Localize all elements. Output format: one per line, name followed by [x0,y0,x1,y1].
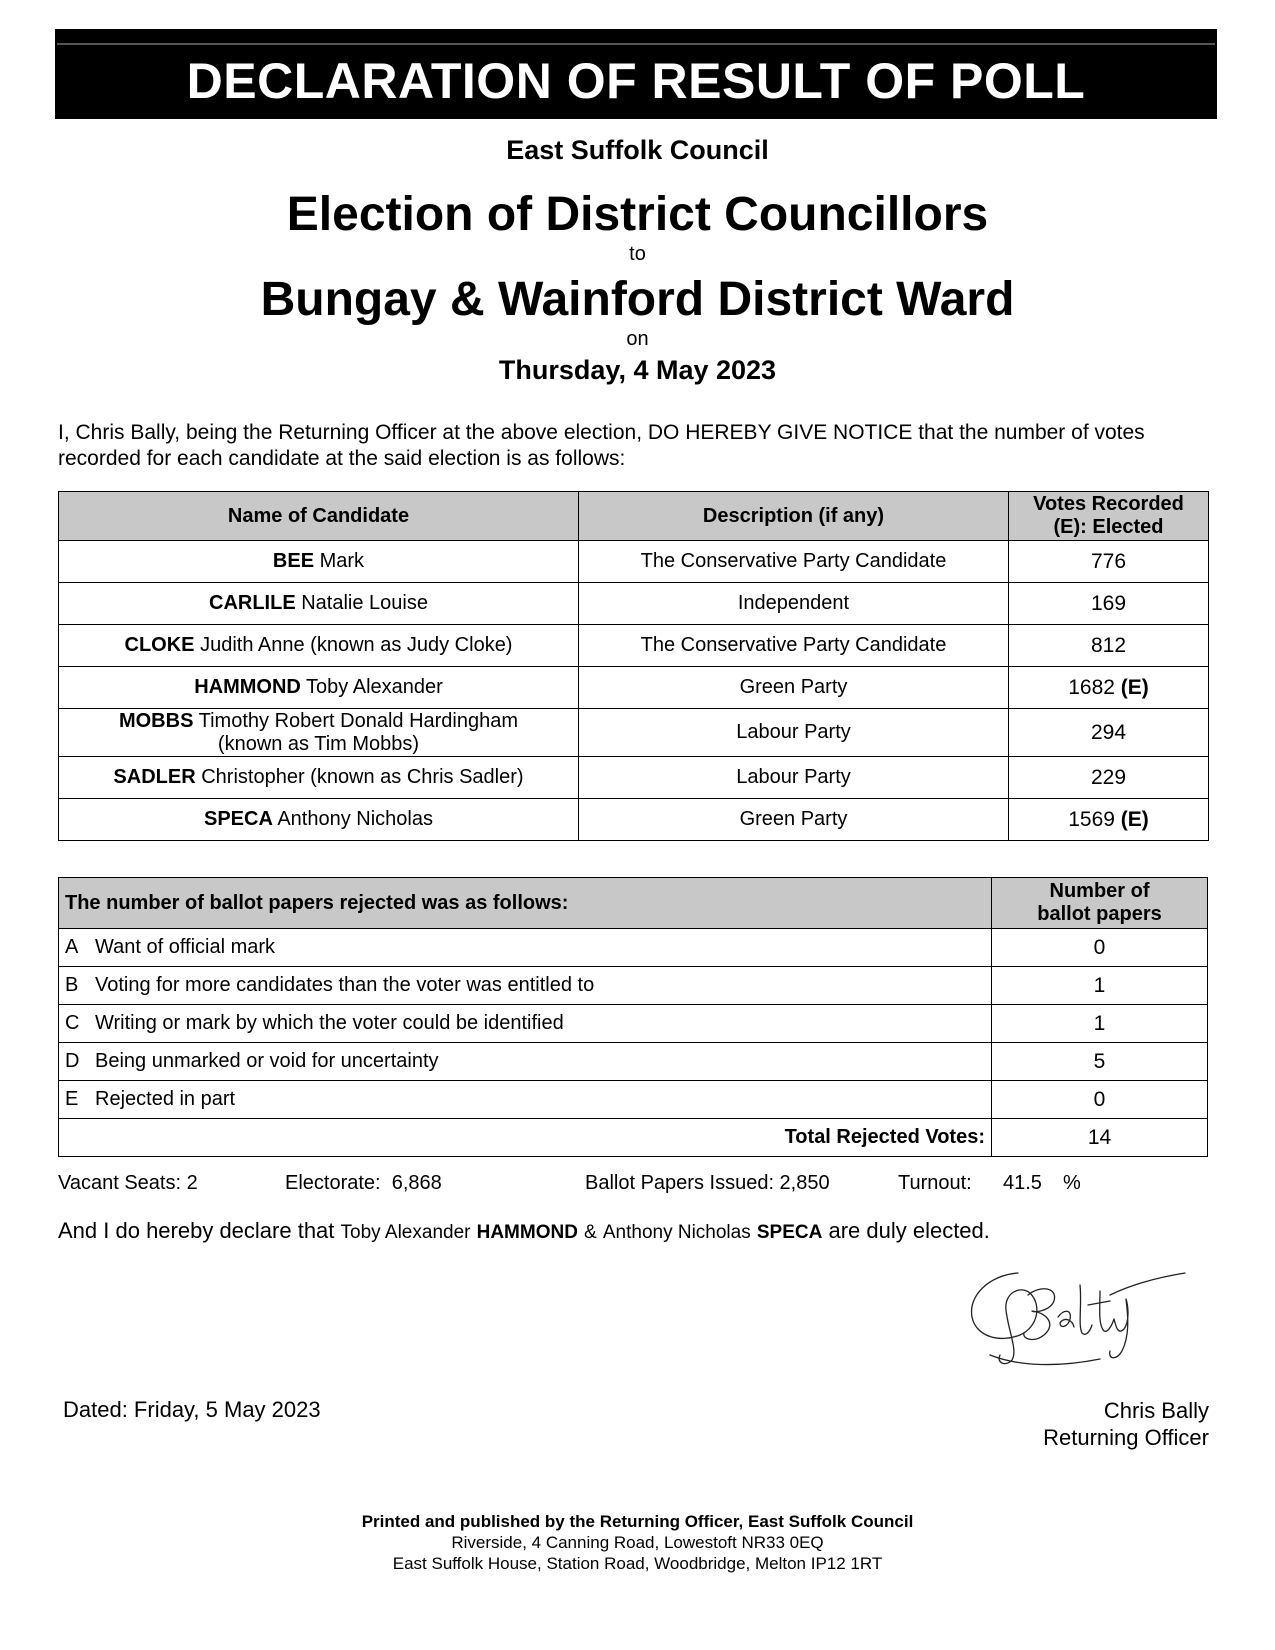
header-votes-line1: Votes Recorded [1033,493,1184,515]
candidate-row [59,667,1209,709]
turnout-unit: % [1063,1172,1081,1194]
candidate-description: The Conservative Party Candidate [579,541,1009,583]
footer-address-2: East Suffolk House, Station Road, Woodbridge, Melton IP12 1RT [392,1554,883,1573]
candidate-surname: SADLER [113,766,196,788]
votes-value: 169 [1090,591,1127,615]
rejected-row [59,1043,1208,1081]
rejected-table [58,877,1208,1157]
candidate-description: Green Party [579,799,1009,841]
candidate-surname: CLOKE [124,634,195,656]
rejected-count: 1 [992,967,1208,1005]
elected2-surname: SPECA [756,1222,823,1243]
rejected-code: A [65,936,79,958]
rejected-code: B [65,974,79,996]
candidate-description: Green Party [579,667,1009,709]
candidate-name [59,541,579,583]
candidate-forenames: Timothy Robert Donald Hardingham [198,709,519,732]
rejected-reason-text: Want of official mark [95,936,276,958]
rejected-count: 0 [992,1081,1208,1119]
rejected-reason-text: Being unmarked or void for uncertainty [95,1050,439,1072]
candidate-surname: BEE [272,550,315,572]
candidate-description: Labour Party [579,709,1009,757]
to-label: to [629,243,646,265]
votes-value: 294 [1090,721,1127,744]
declaration-joiner: & [584,1222,597,1243]
votes-value: 1682 [1068,675,1115,699]
candidate-votes [1009,541,1209,583]
candidate-surname: SPECA [203,808,273,830]
elected1-surname: HAMMOND [476,1222,578,1243]
rejected-reason [59,1005,992,1043]
candidate-row [59,799,1209,841]
rejected-row [59,967,1208,1005]
rejected-reason [59,929,992,967]
turnout-label: Turnout: [898,1172,972,1194]
candidate-row [59,757,1209,799]
candidate-votes [1009,799,1209,841]
rejected-header-count-line2: ballot papers [1037,903,1162,925]
rejected-reason [59,1081,992,1119]
rejected-count: 0 [992,929,1208,967]
candidate-votes [1009,709,1209,757]
candidate-description: Independent [579,583,1009,625]
header-votes [1009,492,1209,541]
officer-name: Chris Bally [1103,1398,1209,1423]
candidate-name [59,757,579,799]
rejected-code: C [65,1012,80,1034]
header-votes-line2: (E): Elected [1053,516,1164,538]
rejected-header-count [992,878,1208,929]
candidate-forenames: Natalie Louise [301,592,428,614]
candidate-row [59,709,1209,757]
candidate-forenames: Judith Anne (known as Judy Cloke) [200,634,513,656]
candidate-forenames: Mark [319,550,365,572]
ward-name: Bungay & Wainford District Ward [260,273,1015,326]
candidate-surname: CARLILE [209,592,296,614]
candidate-votes [1009,583,1209,625]
officer-title: Returning Officer [1043,1425,1209,1450]
ballot-papers-issued: Ballot Papers Issued: 2,850 [585,1172,830,1194]
candidate-surname: MOBBS [118,709,194,732]
candidate-forenames: Christopher (known as Chris Sadler) [201,766,524,788]
candidates-header-row [59,492,1209,541]
candidate-name [59,709,579,757]
candidate-forenames: Anthony Nicholas [277,808,433,830]
declaration-prefix: And I do hereby declare that [58,1218,335,1243]
rejected-reason [59,1043,992,1081]
rejected-reason-text: Rejected in part [95,1088,236,1110]
candidates-table [58,491,1209,841]
council-name: East Suffolk Council [506,135,769,165]
rejected-row [59,1081,1208,1119]
elected-marker: (E) [1120,807,1149,831]
total-rejected-label: Total Rejected Votes: [59,1119,992,1157]
on-label: on [626,328,649,350]
votes-value: 776 [1090,549,1127,573]
declaration-text [58,1218,990,1244]
rejected-reason-text: Voting for more candidates than the voter was entitled to [95,974,595,996]
footer-address-1: Riverside, 4 Canning Road, Lowestoft NR33 0EQ [451,1533,824,1552]
footer [0,1511,1275,1574]
votes-value: 229 [1090,765,1127,789]
candidate-surname: HAMMOND [194,676,301,698]
rejected-header-row [59,878,1208,929]
elected1-forenames: Toby Alexander [340,1222,471,1243]
election-title: Election of District Councillors [286,188,989,241]
rejected-header-count-line1: Number of [1049,880,1150,902]
rejected-reason [59,967,992,1005]
rejected-row [59,1005,1208,1043]
declaration-suffix: are duly elected. [828,1218,990,1243]
elected-marker: (E) [1120,675,1149,699]
vacant-seats: Vacant Seats: 2 [58,1172,198,1194]
rejected-total-row [59,1119,1208,1157]
rejected-code: D [65,1050,80,1072]
candidate-description: The Conservative Party Candidate [579,625,1009,667]
notice-text: I, Chris Bally, being the Returning Officer at the above election, DO HEREBY GIVE NOTICE that the number of votes recorded for each candidate at the said election is as follows: [58,421,1145,470]
candidate-forenames: Toby Alexander [306,676,443,698]
rejected-count: 1 [992,1005,1208,1043]
header-name: Name of Candidate [59,492,579,541]
header-description: Description (if any) [579,492,1009,541]
candidate-votes [1009,667,1209,709]
candidate-description: Labour Party [579,757,1009,799]
rejected-row [59,929,1208,967]
candidate-name [59,583,579,625]
signature [960,1255,1190,1380]
rejected-header-label: The number of ballot papers rejected was as follows: [59,878,992,929]
rejected-reason-text: Writing or mark by which the voter could be identified [95,1012,564,1034]
electorate: Electorate: 6,868 [285,1172,442,1194]
rejected-code: E [65,1088,79,1110]
candidate-forenames-line2: (known as Tim Mobbs) [217,732,420,755]
elected2-forenames: Anthony Nicholas [602,1222,751,1243]
candidate-name [59,667,579,709]
returning-officer-block [1043,1397,1209,1451]
title-banner [55,29,1217,119]
candidate-row [59,541,1209,583]
votes-value: 812 [1090,633,1127,657]
total-rejected-value: 14 [992,1119,1208,1157]
candidate-name [59,625,579,667]
candidate-row [59,583,1209,625]
page-title: DECLARATION OF RESULT OF POLL [186,53,1086,109]
candidate-row [59,625,1209,667]
candidate-name [59,799,579,841]
turnout-value: 41.5 [1003,1172,1042,1194]
candidate-votes [1009,757,1209,799]
election-date: Thursday, 4 May 2023 [498,355,777,385]
candidate-votes [1009,625,1209,667]
dated-text: Dated: Friday, 5 May 2023 [63,1397,321,1422]
footer-publisher: Printed and published by the Returning Officer, East Suffolk Council [361,1512,914,1531]
votes-value: 1569 [1068,807,1115,831]
rejected-count: 5 [992,1043,1208,1081]
